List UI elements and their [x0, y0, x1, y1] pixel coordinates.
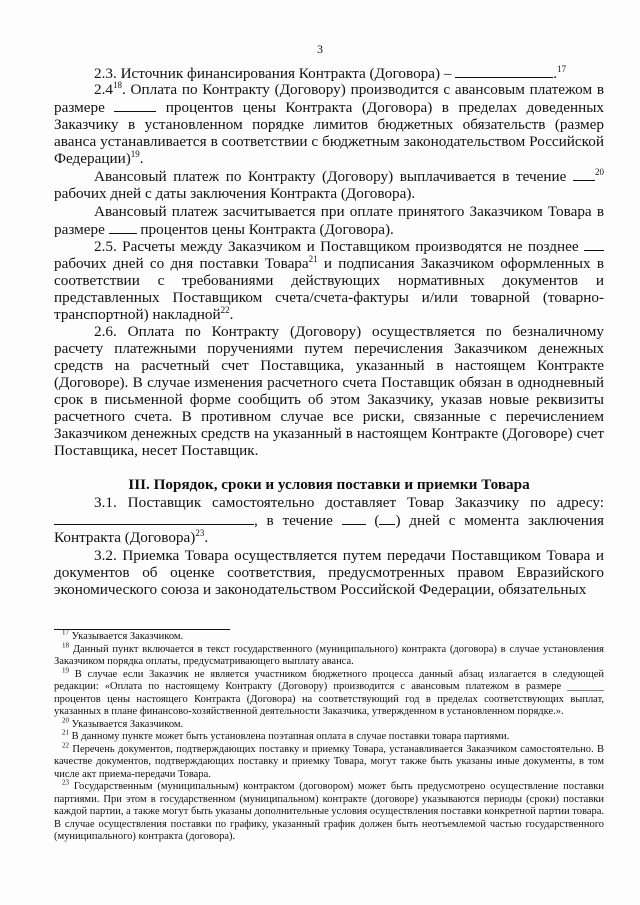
footnote-number: 23 [62, 778, 69, 787]
advance-text-b: рабочих дней с даты заключения Контракта (Договора). [54, 185, 416, 202]
footnote-ref: 19 [130, 148, 140, 159]
paren-open: ( [374, 512, 380, 529]
footnote-item [54, 641, 604, 669]
blank-field [379, 511, 395, 525]
blank-field [455, 64, 553, 78]
footnote-ref: 20 [595, 166, 604, 177]
period: . [204, 529, 209, 546]
advance-offset-text-a: Авансовый платеж засчитывается при оплате принятого Заказчиком Товара в размере [54, 203, 604, 238]
footnote-number: 22 [62, 741, 69, 749]
clause-2-6-text: 2.6. Оплата по Контракту (Договору) осуществляется по безналичному расчету платежными поручениями путем перечисления Заказчиком денежных средств на расчетный счет Поставщика, указанный в настоящем Контракте (Договоре). В случае изменения расчетного счета Поставщик обязан в однодневный срок в письменной форме сообщить об этом Заказчику, указав новые реквизиты расчетного счета. В противном случае все риски, связанные с перечислением Заказчиком денежных средств на указанный в настоящем Контракте (Договоре) счет Поставщика, несет Поставщик. [54, 323, 604, 459]
footnote-item [54, 741, 604, 782]
blank-field [114, 98, 156, 112]
section-3-title: III. Порядок, сроки и условия поставки и приемки Товара [128, 476, 530, 493]
clause-2-5-text-b: рабочих дней со дня поставки Товара [54, 255, 309, 272]
footnote-ref: 23 [195, 527, 205, 538]
blank-field [109, 220, 137, 234]
clause-3-1-text-d: ) дней с момента заключения Контракта (Договора) [54, 512, 605, 546]
advance-offset [54, 203, 604, 238]
clause-2-3: 2.3. Источник финансирования Контракта (Договора) – .$^{17}$ [94, 63, 567, 82]
clause-number: 2.4 [94, 81, 113, 98]
footnote-text: Государственным (муниципальным) контрактом (договором) может быть предусмотрено осуществление поставки партиями. При этом в государственном (муниципальном) контракте (договоре) указываются периоды (сроки) поставки каждой партии, а также могут быть указаны дополнительные условия осуществления поставки конкретной партии товара. В случае осуществления поставки по графику, указанный график должен быть неотъемлемой частью государственного (муниципального) контракта (договора). [54, 781, 604, 842]
clause-3-2-text: 3.2. Приемка Товара осуществляется путем передачи Поставщиком Товара и документов об оценке соответствия, предусмотренных правом Евразийского экономического союза и законодательством Российской Федерации, обязательных [54, 547, 604, 598]
clause-2-6 [54, 323, 604, 459]
advance-offset-text-b: процентов цены Контракта (Договора). [140, 221, 394, 238]
clause-3-2 [54, 547, 604, 598]
footnote-text: Данный пункт включается в текст государственного (муниципального) контракта (договора) в случае установления Заказчиком порядка оплаты, предусматривающего выплату аванса. [54, 643, 604, 667]
clause-2-3-text: 2.3. Источник финансирования Контракта (Договора) – [94, 65, 452, 82]
footnote-ref: 17 [557, 63, 567, 74]
footnote-text: Указывается Заказчиком. [69, 631, 184, 642]
period: . [229, 306, 234, 323]
footnote-number: 17 [62, 628, 69, 637]
footnote-item [54, 728, 604, 744]
clause-2-5-text-a: 2.5. Расчеты между Заказчиком и Поставщиком производятся не позднее [94, 238, 579, 255]
section-heading [54, 476, 604, 493]
footnote-number: 18 [62, 641, 69, 649]
footnote-number: 21 [62, 728, 69, 737]
clause-2-5 [54, 237, 604, 323]
clause-2-5-text-c: и подписания Заказчиком оформленных в соответствии с требованиями действующих нормативных документов и представленных Поставщиком счета/счета-фактуры и/или товарной (товарно-транспортной) накладной [54, 255, 604, 323]
footnote-item [54, 628, 604, 644]
footnotes [54, 628, 604, 844]
clause-2-4 [54, 81, 604, 167]
clause-3-1 [54, 494, 604, 546]
advance-payment-term [54, 167, 604, 202]
advance-text-a: Авансовый платеж по Контракту (Договору) выплачивается в течение [94, 168, 567, 185]
footnote-divider [54, 629, 230, 630]
blank-field [584, 237, 604, 251]
clause-2-4-text-b: процентов цены Контракта (Договора) в пределах доведенных Заказчику в установленном порядке лимитов бюджетных обязательств (размер аванса устанавливается в соответствии с бюджетным законодательством Российской Федерации) [54, 99, 605, 167]
footnote-ref: 22 [220, 304, 230, 315]
footnote-number: 19 [62, 666, 69, 674]
clause-2-4-text-a: . Оплата по Контракту (Договору) производится с авансовым платежом в размере [54, 81, 604, 116]
footnote-text: В случае если Заказчик не является участником бюджетного процесса данный абзац излагается в следующей редакции: «Оплата по настоящему Контракту (Договору) производится с авансовым платежом в размере _______ процентов цены настоящего Контракта (Договора) на соответствующий год в пределах соответствующих выплат, указанных в плане финансово-хозяйственной деятельности Заказчика, утвержденном в установленном порядке.». [54, 668, 604, 717]
blank-field [342, 511, 366, 525]
page-number: 3 [317, 42, 323, 56]
footnote-number: 20 [62, 716, 69, 724]
blank-field [573, 167, 595, 181]
clause-3-1-text-b: , в течение [254, 512, 333, 529]
blank-field [54, 511, 254, 525]
clause-3-1-text-a: 3.1. Поставщик самостоятельно доставляет Товар Заказчику по адресу: [94, 494, 604, 511]
footnote-text: Перечень документов, подтверждающих поставку и приемку Товара, устанавливается Заказчиком самостоятельно. В качестве документов, подтверждающих поставку и приемку Товара, могут также быть указаны иные документы, в том числе акт приема-передачи Товара. [54, 743, 604, 780]
footnote-text: Указывается Заказчиком. [69, 718, 184, 730]
footnote-item [54, 666, 604, 719]
footnote-item [54, 778, 604, 844]
footnote-ref: 21 [308, 253, 318, 264]
period: . [139, 150, 144, 167]
footnote-item [54, 716, 604, 732]
footnote-text: В данному пункте может быть установлена поэтапная оплата в случае поставки товара партиями. [69, 731, 510, 742]
footnote-ref: 18 [112, 79, 122, 90]
